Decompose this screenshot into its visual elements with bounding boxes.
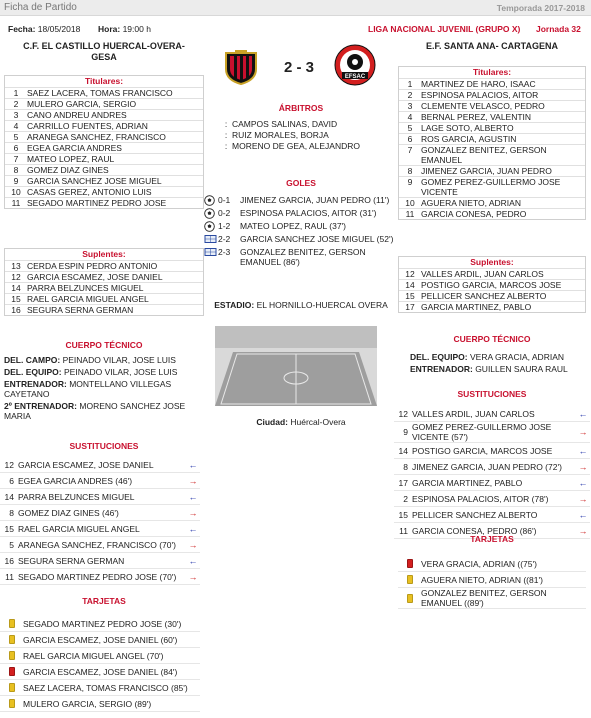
player-row	[5, 282, 203, 293]
yellow-card-icon	[9, 635, 15, 644]
substitution-number: 6	[9, 475, 14, 486]
substitution-name: ARANEGA SANCHEZ, FRANCISCO (70')	[18, 539, 176, 550]
player-number: 8	[407, 166, 413, 176]
player-name: CASAS GEREZ, ANTONIO LUIS	[27, 187, 152, 197]
substitution-row	[394, 507, 590, 523]
arrow-right-icon: →	[188, 571, 198, 582]
staff-name: VERA GRACIA, ADRIAN	[470, 352, 564, 362]
staff-role: ENTRENADOR:	[4, 379, 67, 389]
substitution-row	[0, 553, 200, 569]
player-row	[5, 271, 203, 282]
away-staff-list	[410, 352, 586, 376]
substitution-number: 14	[398, 445, 408, 456]
staff-row	[410, 352, 586, 362]
staff-role: DEL. EQUIPO:	[410, 352, 468, 362]
player-name: ROS GARCIA, AGUSTIN	[421, 134, 517, 144]
player-row	[5, 120, 203, 131]
card-player-name: VERA GRACIA, ADRIAN ((75')	[421, 558, 537, 569]
substitution-name: SEGADO MARTINEZ PEDRO JOSE (70')	[18, 571, 177, 582]
substitution-number: 8	[403, 461, 408, 472]
referee-row	[220, 119, 396, 130]
goal-score: 0-1	[218, 195, 231, 205]
substitution-row	[0, 489, 200, 505]
soccer-ball-icon	[204, 195, 218, 205]
home-starters-list	[5, 87, 203, 208]
player-number: 9	[13, 176, 19, 186]
goals-title: GOLES	[286, 178, 316, 188]
red-card-icon	[407, 559, 413, 568]
yellow-card-icon	[9, 651, 15, 660]
substitution-name: POSTIGO GARCIA, MARCOS JOSE	[412, 445, 553, 456]
player-name: GARCIA MARTINEZ, PABLO	[421, 302, 532, 312]
arrow-right-icon: →	[578, 525, 588, 536]
player-row	[5, 260, 203, 271]
player-name: PARRA BELZUNCES MIGUEL	[27, 283, 144, 293]
player-row	[399, 144, 585, 165]
player-name: GONZALEZ BENITEZ, GERSON EMANUEL	[421, 145, 547, 165]
substitution-number: 12	[4, 459, 14, 470]
card-row	[0, 696, 200, 712]
card-row	[0, 648, 200, 664]
player-number: 4	[13, 121, 19, 131]
staff-name: PEINADO VILAR, JOSE LUIS	[62, 355, 176, 365]
substitution-number: 5	[9, 539, 14, 550]
card-row	[0, 616, 200, 632]
substitution-name: GOMEZ PEREZ-GUILLERMO JOSE VICENTE (57')	[412, 422, 552, 442]
player-row	[5, 304, 203, 315]
card-player-name: GONZALEZ BENITEZ, GERSON EMANUEL ((89')	[421, 588, 547, 608]
substitution-number: 12	[398, 408, 408, 419]
substitution-name: EGEA GARCIA ANDRES (46')	[18, 475, 133, 486]
goal-score: 2-3	[218, 247, 231, 257]
soccer-ball-icon	[204, 221, 218, 231]
player-number: 12	[11, 272, 21, 282]
home-staff-title: CUERPO TÉCNICO	[65, 340, 143, 350]
substitution-name: PARRA BELZUNCES MIGUEL	[18, 491, 135, 502]
player-number: 8	[13, 165, 19, 175]
goal-scorer: GARCIA SANCHEZ JOSE MIGUEL (52')	[240, 234, 394, 244]
player-name: SAEZ LACERA, TOMAS FRANCISCO	[27, 88, 173, 98]
card-row	[398, 588, 586, 609]
yellow-card-icon	[407, 594, 413, 603]
player-number: 10	[11, 187, 21, 197]
player-number: 5	[13, 132, 19, 142]
player-row	[5, 98, 203, 109]
away-crest-text: EFSAC	[344, 74, 366, 80]
player-number: 7	[407, 145, 413, 155]
goal-score: 0-2	[218, 208, 231, 218]
stadium-photo	[215, 326, 377, 408]
substitution-number: 11	[399, 525, 408, 536]
player-name: EGEA GARCIA ANDRES	[27, 143, 122, 153]
player-number: 9	[407, 177, 413, 187]
substitution-number: 2	[403, 493, 408, 504]
player-row	[5, 175, 203, 186]
yellow-card-icon	[9, 683, 15, 692]
arrow-right-icon: →	[578, 427, 588, 437]
substitution-number: 16	[4, 555, 14, 566]
player-row	[399, 197, 585, 208]
goal-row	[204, 247, 398, 267]
player-row	[399, 268, 585, 279]
arrow-right-icon: →	[578, 493, 588, 504]
player-number: 11	[405, 209, 415, 219]
goal-net-icon	[204, 247, 218, 257]
jornada-label: Jornada 32	[536, 24, 581, 34]
player-number: 5	[407, 123, 413, 133]
referee-name: MORENO DE GEA, ALEJANDRO	[232, 141, 360, 151]
substitution-row	[0, 505, 200, 521]
player-number: 6	[407, 134, 413, 144]
substitution-number: 8	[9, 507, 14, 518]
arrow-left-icon: ←	[188, 459, 198, 470]
player-number: 2	[407, 90, 413, 100]
referee-row	[220, 130, 396, 141]
away-starters-box	[398, 66, 586, 220]
player-row	[399, 122, 585, 133]
match-date: Fecha: 18/05/2018	[8, 24, 81, 34]
player-number: 7	[13, 154, 19, 164]
player-row	[5, 197, 203, 208]
away-substitutions-list	[394, 406, 590, 539]
staff-name: GUILLEN SAURA RAUL	[475, 364, 568, 374]
match-time: Hora: 19:00 h	[98, 24, 151, 34]
substitution-number: 11	[5, 571, 14, 582]
player-row	[399, 279, 585, 290]
player-name: SEGADO MARTINEZ PEDRO JOSE	[27, 198, 167, 208]
away-team-crest-icon	[334, 44, 376, 88]
staff-role: DEL. CAMPO:	[4, 355, 61, 365]
card-player-name: GARCIA ESCAMEZ, JOSE DANIEL (60')	[23, 634, 178, 645]
player-row	[399, 208, 585, 219]
player-name: RAEL GARCIA MIGUEL ANGEL	[27, 294, 149, 304]
goal-row	[204, 221, 398, 231]
arrow-left-icon: ←	[578, 408, 588, 419]
substitution-name: PELLICER SANCHEZ ALBERTO	[412, 509, 538, 520]
goal-score: 1-2	[218, 221, 231, 231]
player-row	[399, 176, 585, 197]
home-subs-box	[4, 248, 204, 316]
home-team-crest-icon	[222, 47, 260, 87]
away-cards-list	[398, 556, 586, 609]
staff-role: ENTRENADOR:	[410, 364, 473, 374]
player-name: GOMEZ DIAZ GINES	[27, 165, 109, 175]
substitution-row	[0, 473, 200, 489]
player-name: GARCIA ESCAMEZ, JOSE DANIEL	[27, 272, 163, 282]
substitution-row	[0, 521, 200, 537]
staff-role: 2º ENTRENADOR:	[4, 401, 77, 411]
goal-net-icon	[204, 234, 218, 244]
player-row	[399, 133, 585, 144]
substitution-name: RAEL GARCIA MIGUEL ANGEL	[18, 523, 140, 534]
top-bar	[0, 0, 591, 16]
player-row	[5, 142, 203, 153]
substitution-row	[0, 457, 200, 473]
player-name: ARANEGA SANCHEZ, FRANCISCO	[27, 132, 166, 142]
player-name: MULERO GARCIA, SERGIO	[27, 99, 137, 109]
substitution-name: ESPINOSA PALACIOS, AITOR (78')	[412, 493, 549, 504]
player-name: PELLICER SANCHEZ ALBERTO	[421, 291, 547, 301]
substitution-number: 9	[403, 427, 408, 437]
card-row	[0, 680, 200, 696]
player-name: POSTIGO GARCIA, MARCOS JOSE	[421, 280, 562, 290]
substitution-name: GARCIA ESCAMEZ, JOSE DANIEL	[18, 459, 154, 470]
player-number: 15	[405, 291, 415, 301]
player-row	[399, 111, 585, 122]
player-row	[5, 293, 203, 304]
player-number: 4	[407, 112, 413, 122]
player-name: GOMEZ PEREZ-GUILLERMO JOSE VICENTE	[421, 177, 561, 197]
player-name: SEGURA SERNA GERMAN	[27, 305, 134, 315]
substitution-row	[394, 475, 590, 491]
yellow-card-icon	[9, 619, 15, 628]
player-row	[399, 165, 585, 176]
stadium-line: ESTADIO: EL HORNILLO-HUERCAL OVERA	[214, 300, 388, 310]
away-subs-list	[399, 268, 585, 312]
arrow-right-icon: →	[578, 461, 588, 472]
card-row	[398, 572, 586, 588]
player-number: 3	[13, 110, 19, 120]
player-number: 10	[405, 198, 415, 208]
goals-list	[204, 195, 398, 270]
player-number: 13	[11, 261, 21, 271]
arrow-right-icon: →	[188, 507, 198, 518]
arrow-left-icon: ←	[578, 445, 588, 456]
home-subs-title: Suplentes:	[82, 249, 126, 259]
substitution-number: 15	[398, 509, 408, 520]
player-row	[5, 131, 203, 142]
arrow-left-icon: ←	[188, 523, 198, 534]
staff-row	[4, 367, 204, 377]
home-cards-list	[0, 616, 200, 712]
player-number: 12	[405, 269, 415, 279]
score: 2 - 3	[283, 59, 314, 76]
player-name: MARTINEZ DE HARO, ISAAC	[421, 79, 536, 89]
substitution-row	[394, 459, 590, 475]
substitution-name: GARCIA CONESA, PEDRO (86')	[412, 525, 537, 536]
staff-role: DEL. EQUIPO:	[4, 367, 62, 377]
red-card-icon	[9, 667, 15, 676]
away-team-name: E.F. SANTA ANA- CARTAGENA	[426, 41, 558, 51]
player-number: 1	[407, 79, 413, 89]
page-title: Ficha de Partido	[4, 2, 77, 13]
player-number: 3	[407, 101, 413, 111]
card-player-name: AGUERA NIETO, ADRIAN ((81')	[421, 574, 543, 585]
player-name: CANO ANDREU ANDRES	[27, 110, 127, 120]
substitution-name: SEGURA SERNA GERMAN	[18, 555, 125, 566]
staff-row	[4, 355, 204, 365]
player-name: BERNAL PEREZ, VALENTIN	[421, 112, 532, 122]
city-line: Ciudad: Huércal-Overa	[256, 417, 346, 427]
player-number: 14	[11, 283, 21, 293]
player-row	[399, 290, 585, 301]
goal-scorer: GONZALEZ BENITEZ, GERSON EMANUEL (86')	[240, 247, 366, 267]
card-player-name: SAEZ LACERA, TOMAS FRANCISCO (85')	[23, 682, 188, 693]
substitution-name: JIMENEZ GARCIA, JUAN PEDRO (72')	[412, 461, 562, 472]
player-row	[399, 301, 585, 312]
staff-name: MONTELLANO VILLEGAS CAYETANO	[4, 379, 172, 399]
card-player-name: SEGADO MARTINEZ PEDRO JOSE (30')	[23, 618, 182, 629]
player-number: 16	[11, 305, 21, 315]
goal-scorer: MATEO LOPEZ, RAUL (37')	[240, 221, 347, 231]
player-name: LAGE SOTO, ALBERTO	[421, 123, 514, 133]
substitution-number: 14	[4, 491, 14, 502]
card-player-name: GARCIA ESCAMEZ, JOSE DANIEL (84')	[23, 666, 178, 677]
away-starters-list	[399, 78, 585, 219]
yellow-card-icon	[9, 699, 15, 708]
goal-row	[204, 208, 398, 218]
referees-title: ÁRBITROS	[278, 103, 324, 113]
goal-row	[204, 234, 398, 244]
player-name: CERDA ESPIN PEDRO ANTONIO	[27, 261, 158, 271]
arrow-left-icon: ←	[578, 509, 588, 520]
card-player-name: RAEL GARCIA MIGUEL ANGEL (70')	[23, 650, 164, 661]
goal-scorer: JIMENEZ GARCIA, JUAN PEDRO (11')	[240, 195, 390, 205]
staff-row	[4, 401, 204, 421]
substitution-row	[0, 537, 200, 553]
home-starters-title: Titulares:	[84, 76, 124, 86]
home-starters-box	[4, 75, 204, 209]
substitution-row	[394, 406, 590, 422]
player-name: JIMENEZ GARCIA, JUAN PEDRO	[421, 166, 552, 176]
player-number: 11	[11, 198, 21, 208]
player-number: 17	[405, 302, 415, 312]
player-name: MATEO LOPEZ, RAUL	[27, 154, 115, 164]
substitution-name: GOMEZ DIAZ GINES (46')	[18, 507, 119, 518]
player-number: 1	[13, 88, 19, 98]
home-subs-list	[5, 260, 203, 315]
substitution-name: GARCIA MARTINEZ, PABLO	[412, 477, 523, 488]
staff-name: PEINADO VILAR, JOSE LUIS	[64, 367, 178, 377]
player-row	[399, 78, 585, 89]
arrow-left-icon: ←	[578, 477, 588, 488]
player-name: AGUERA NIETO, ADRIAN	[421, 198, 521, 208]
substitution-row	[394, 422, 590, 443]
substitution-number: 17	[398, 477, 408, 488]
home-substitutions-title: SUSTITUCIONES	[69, 441, 139, 451]
referee-separator: :	[224, 119, 228, 129]
arrow-right-icon: →	[188, 475, 198, 486]
card-player-name: MULERO GARCIA, SERGIO (89')	[23, 698, 152, 709]
player-row	[5, 186, 203, 197]
card-row	[0, 632, 200, 648]
league-name: LIGA NACIONAL JUVENIL (GRUPO X)	[368, 24, 521, 34]
player-number: 15	[11, 294, 21, 304]
goal-row	[204, 195, 398, 205]
substitution-row	[394, 491, 590, 507]
player-row	[5, 87, 203, 98]
substitution-name: VALLES ARDIL, JUAN CARLOS	[412, 408, 535, 419]
player-name: GARCIA CONESA, PEDRO	[421, 209, 527, 219]
yellow-card-icon	[407, 575, 413, 584]
season-label: Temporada 2017-2018	[496, 3, 585, 13]
away-staff-title: CUERPO TÉCNICO	[453, 334, 531, 344]
referees-list	[220, 119, 396, 152]
player-name: VALLES ARDIL, JUAN CARLOS	[421, 269, 544, 279]
home-cards-title: TARJETAS	[82, 596, 126, 606]
away-starters-title: Titulares:	[472, 67, 512, 77]
player-name: CLEMENTE VELASCO, PEDRO	[421, 101, 545, 111]
soccer-ball-icon	[204, 208, 218, 218]
player-name: ESPINOSA PALACIOS, AITOR	[421, 90, 539, 100]
player-name: GARCIA SANCHEZ JOSE MIGUEL	[27, 176, 162, 186]
substitution-row	[0, 569, 200, 585]
referee-name: CAMPOS SALINAS, DAVID	[232, 119, 338, 129]
arrow-left-icon: ←	[188, 491, 198, 502]
home-substitutions-list	[0, 457, 200, 585]
card-row	[0, 664, 200, 680]
staff-row	[4, 379, 204, 399]
player-row	[399, 89, 585, 100]
referee-separator: :	[224, 130, 228, 140]
away-subs-title: Suplentes:	[470, 257, 514, 267]
player-number: 6	[13, 143, 19, 153]
arrow-right-icon: →	[188, 539, 198, 550]
goal-scorer: ESPINOSA PALACIOS, AITOR (31')	[240, 208, 377, 218]
staff-row	[410, 364, 586, 374]
away-substitutions-title: SUSTITUCIONES	[457, 389, 527, 399]
player-row	[399, 100, 585, 111]
player-row	[5, 153, 203, 164]
away-cards-title: TARJETAS	[470, 534, 514, 544]
player-row	[5, 109, 203, 120]
referee-name: RUIZ MORALES, BORJA	[232, 130, 329, 140]
player-number: 14	[405, 280, 415, 290]
home-team-name: C.F. EL CASTILLO HUERCAL-OVERA- GESA	[23, 41, 185, 62]
referee-separator: :	[224, 141, 228, 151]
arrow-left-icon: ←	[188, 555, 198, 566]
player-row	[5, 164, 203, 175]
home-staff-list	[4, 355, 204, 423]
away-subs-box	[398, 256, 586, 313]
referee-row	[220, 141, 396, 152]
substitution-number: 15	[4, 523, 14, 534]
staff-name: MORENO SANCHEZ JOSE MARIA	[4, 401, 186, 421]
substitution-row	[394, 443, 590, 459]
goal-score: 2-2	[218, 234, 231, 244]
player-name: CARRILLO FUENTES, ADRIAN	[27, 121, 148, 131]
card-row	[398, 556, 586, 572]
player-number: 2	[13, 99, 19, 109]
